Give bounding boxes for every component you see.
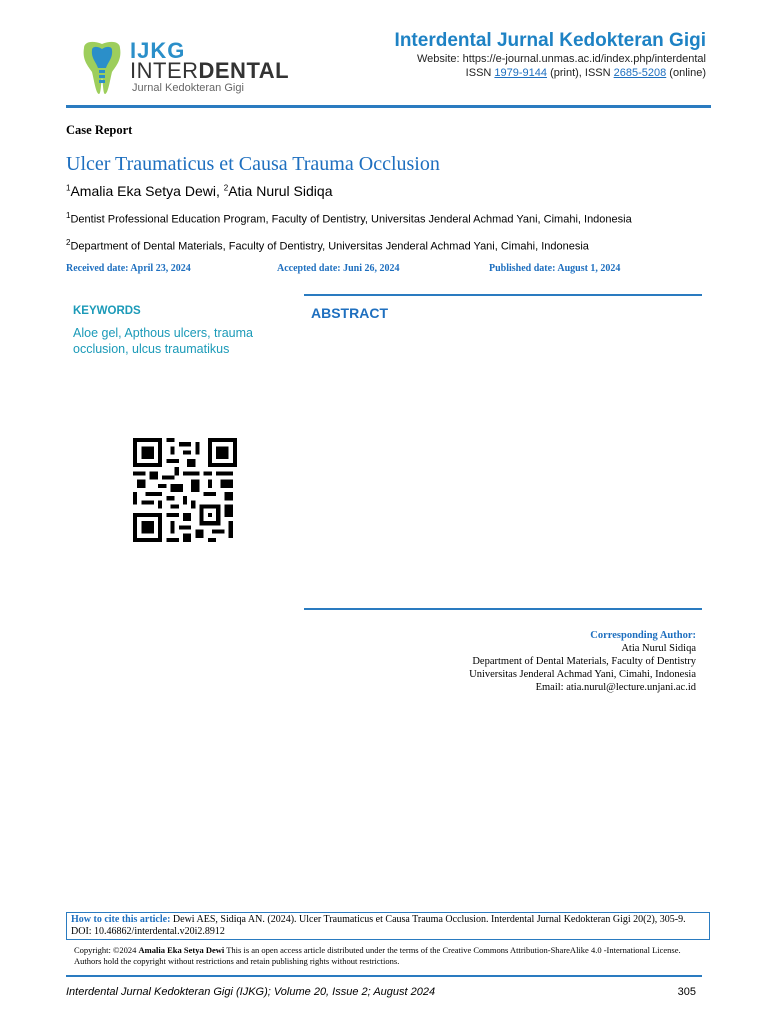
keywords-heading: KEYWORDS [73, 305, 141, 317]
issn-print-link[interactable]: 1979-9144 [494, 67, 548, 79]
corresponding-author [469, 629, 696, 694]
journal-issn: ISSN 1979-9144 (print), ISSN 2685-5208 (online) [465, 67, 706, 79]
abstract-top-divider [304, 294, 702, 296]
citation-box [66, 912, 710, 940]
issn-online-link[interactable]: 2685-5208 [613, 67, 667, 79]
header-divider [66, 105, 711, 108]
affiliation-1: $^1$Dentist Professional Education Program, Faculty of Dentistry, Universitas Jenderal Achmad Yani, Cimahi, Indonesia [66, 211, 632, 226]
citation-label: How to cite this article: [71, 914, 171, 925]
article-title: Ulcer Traumaticus et Causa Trauma Occlusion [66, 153, 440, 175]
abstract-bottom-divider [304, 608, 702, 610]
logo-wordmark: INTERDENTAL [130, 58, 290, 83]
page-number: 305 [677, 986, 696, 998]
journal-logo [78, 38, 308, 98]
footer-journal: Interdental Jurnal Kedokteran Gigi (IJKG); Volume 20, Issue 2; August 2024 [66, 986, 436, 998]
copyright-notice: Copyright: ©2024 Amalia Eka Setya Dewi This is an open access article distributed under the terms of the Creative Commons Attribution-ShareAlike 4.0 -International License. Authors hold the copyright without restrictions and retain publishing rights without restrictions. [74, 945, 681, 966]
footer-divider [66, 975, 702, 977]
citation-text: Dewi AES, Sidiqa AN. (2024). Ulcer Traumaticus et Causa Trauma Occlusion. Interdental Jurnal Kedokteran Gigi 20(2), 305-9. DOI: 10.46862/interdental.v20i2.8912 [71, 914, 686, 937]
logo-subtitle: Jurnal Kedokteran Gigi [132, 82, 244, 94]
received-date: Received date: April 23, 2024 [66, 263, 191, 274]
abstract-heading: ABSTRACT [311, 305, 388, 321]
keywords-text: Aloe gel, Apthous ulcers, trauma occlusion, ulcus traumatikus [73, 326, 253, 356]
tooth-logo-icon [78, 40, 126, 98]
logo-abbr: IJKG [130, 38, 186, 63]
corresponding-author-email[interactable]: Email: atia.nurul@lecture.unjani.ac.id [535, 682, 696, 693]
corresponding-author-name: Atia Nurul Sidiqa [621, 643, 696, 654]
corresponding-author-label: Corresponding Author: [590, 630, 696, 641]
article-type: Case Report [66, 123, 133, 137]
journal-title: Interdental Jurnal Kedokteran Gigi [394, 30, 706, 51]
affiliation-2: $^2$Department of Dental Materials, Faculty of Dentistry, Universitas Jenderal Achmad Yani, Cimahi, Indonesia [66, 238, 589, 253]
corresponding-author-dept: Department of Dental Materials, Faculty of Dentistry [472, 656, 696, 667]
corresponding-author-univ: Universitas Jenderal Achmad Yani, Cimahi, Indonesia [469, 669, 696, 680]
qr-code-icon[interactable] [131, 438, 239, 542]
published-date: Published date: August 1, 2024 [489, 263, 621, 274]
accepted-date: Accepted date: Juni 26, 2024 [277, 263, 400, 274]
journal-website[interactable]: Website: https://e-journal.unmas.ac.id/index.php/interdental [416, 53, 706, 65]
author-list: $^1$Amalia Eka Setya Dewi, $^2$Atia Nurul Sidiqa [66, 183, 333, 199]
